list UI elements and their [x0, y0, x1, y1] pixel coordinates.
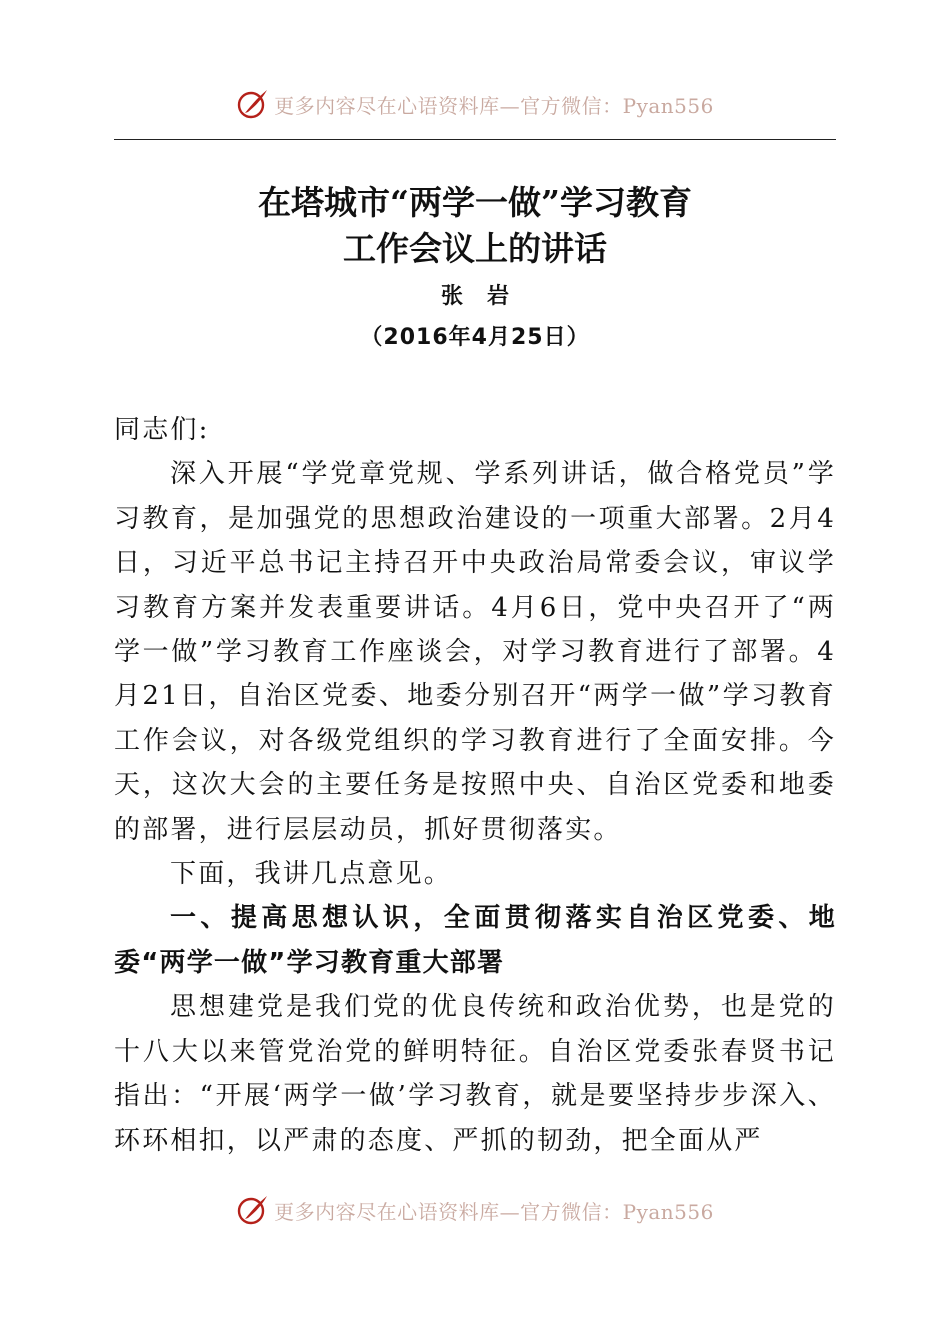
document-date: （2016年4月25日） [360, 325, 590, 350]
header-banner [0, 84, 950, 124]
footer-banner-text: 更多内容尽在心语资料库—官方微信：Pyan556 [274, 1199, 714, 1224]
header-divider [114, 139, 836, 140]
quill-pen-logo-icon [236, 1193, 270, 1227]
header-banner-text: 更多内容尽在心语资料库—官方微信：Pyan556 [274, 93, 714, 118]
document-body [114, 408, 836, 1163]
paragraph: 思想建党是我们党的优良传统和政治优势，也是党的十八大以来管党治党的鲜明特征。自治区党委张春贤书记指出：“开展‘两学一做’学习教育，就是要坚持步步深入、环环相扣，以严肃的态度、严抓的韧劲，把全面从严 [114, 992, 836, 1156]
document-title-line1: 在塔城市“两学一做”学习教育 [258, 183, 692, 222]
salutation: 同志们: [114, 415, 210, 445]
document-author: 张岩 [440, 284, 533, 309]
paragraph: 下面，我讲几点意见。 [170, 859, 453, 890]
quill-pen-logo-icon [236, 87, 270, 121]
section-heading: 一、提高思想认识，全面贯彻落实自治区党委、地委“两学一做”学习教育重大部署 [114, 903, 836, 978]
document-title-line2: 工作会议上的讲话 [343, 229, 607, 268]
footer-banner [0, 1190, 950, 1230]
paragraph: 深入开展“学党章党规、学系列讲话，做合格党员”学习教育，是加强党的思想政治建设的一项重大部署。2月4日，习近平总书记主持召开中央政治局常委会议，审议学习教育方案并发表重要讲话。4月6日，党中央召开了“两学一做”学习教育工作座谈会，对学习教育进行了部署。4月21日，自治区党委、地委分别召开“两学一做”学习教育工作会议，对各级党组织的学习教育进行了全面安排。今天，这次大会的主要任务是按照中央、自治区党委和地委的部署，进行层层动员，抓好贯彻落实。 [114, 459, 836, 845]
